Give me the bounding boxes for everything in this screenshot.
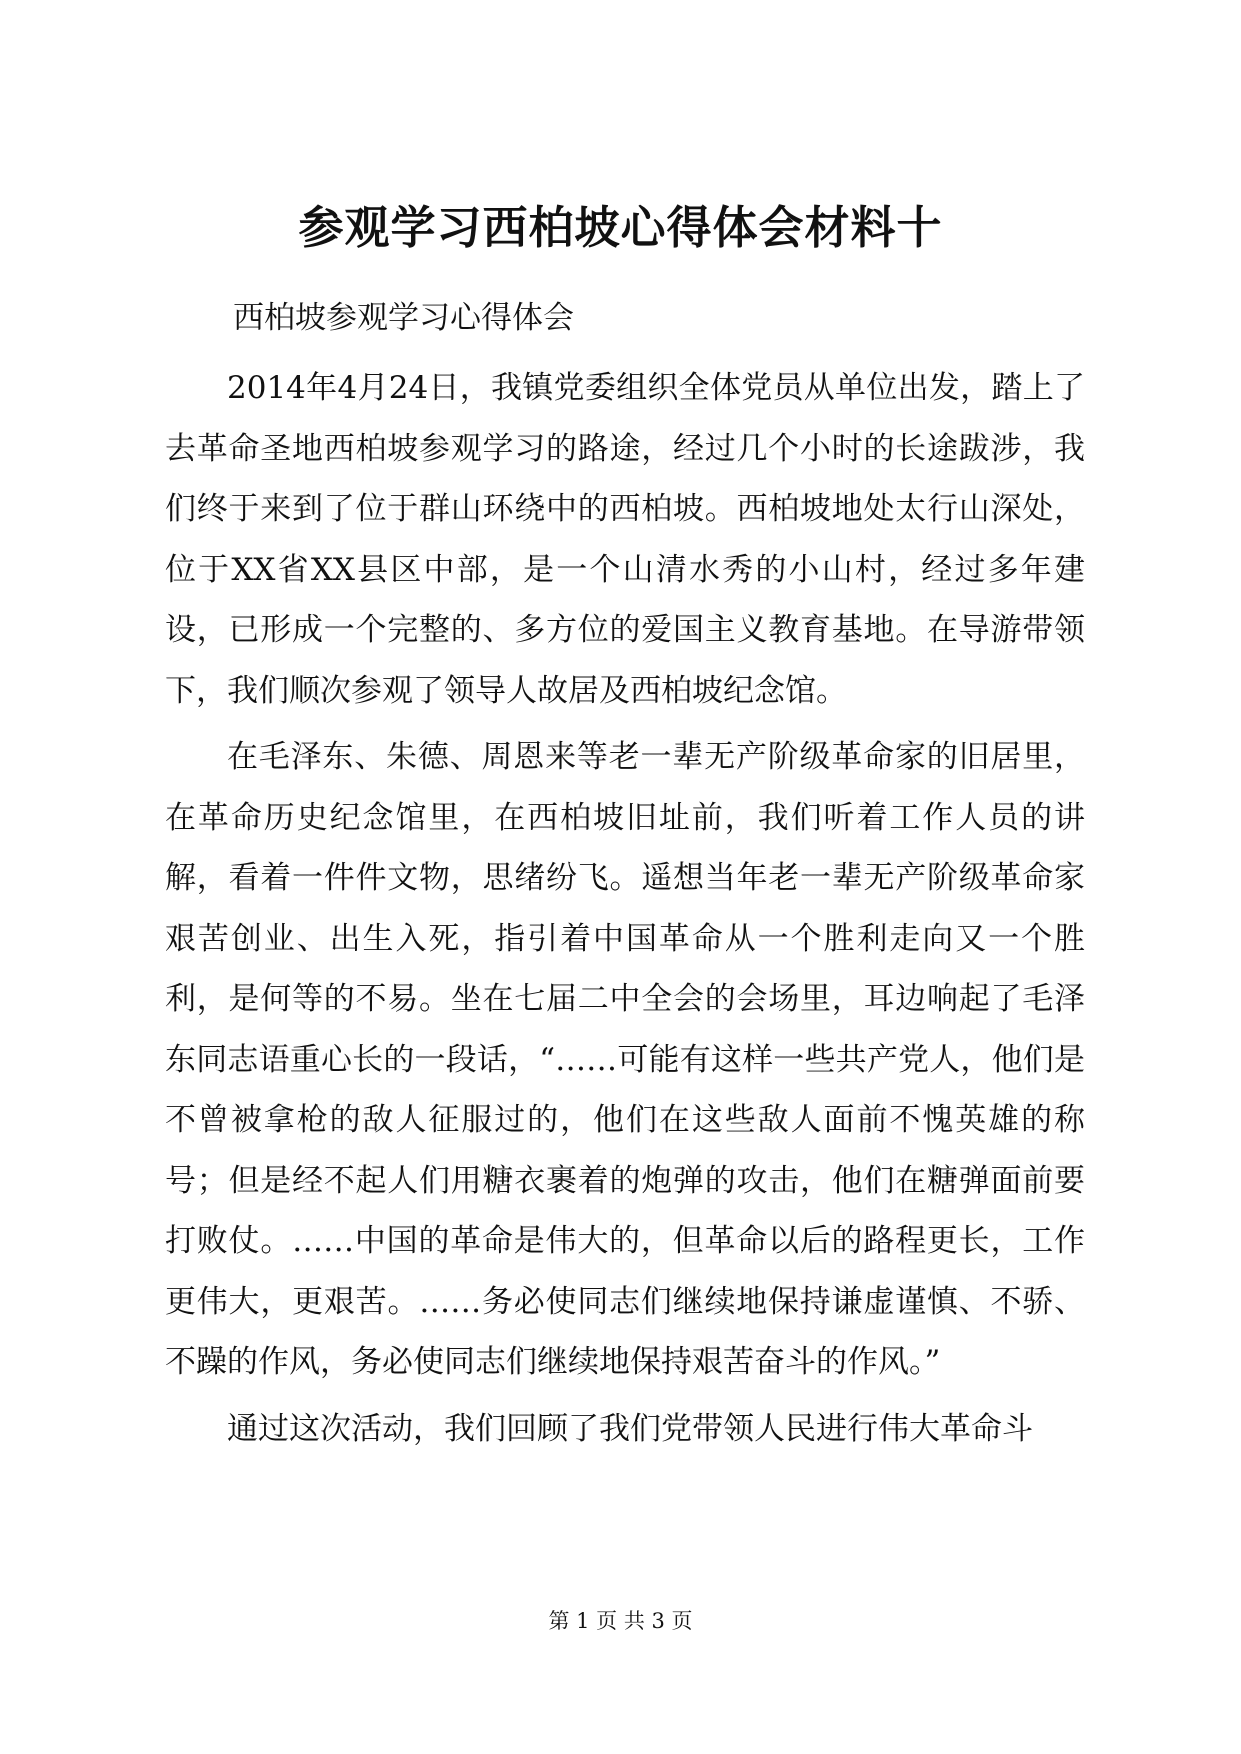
paragraph-former-residences: 在毛泽东、朱德、周恩来等老一辈无产阶级革命家的旧居里，在革命历史纪念馆里，在西柏坡旧址前，我们听着工作人员的讲解，看着一件件文物，思绪纷飞。遥想当年老一辈无产阶级革命家艰苦创业、出生入死，指引着中国革命从一个胜利走向又一个胜利，是何等的不易。坐在七届二中全会的会场里，耳边响起了毛泽东同志语重心长的一段话，“……可能有这样一些共产党人，他们是不曾被拿枪的敌人征服过的，他们在这些敌人面前不愧英雄的称号；但是经不起人们用糖衣裹着的炮弹的攻击，他们在糖弹面前要打败仗。……中国的革命是伟大的，但革命以后的路程更长，工作更伟大，更艰苦。……务必使同志们继续地保持谦虚谨慎、不骄、不躁的作风，务必使同志们继续地保持艰苦奋斗的作风。” [165, 739, 1085, 1380]
document-subtitle: 西柏坡参观学习心得体会 [233, 300, 574, 336]
document-title: 参观学习西柏坡心得体会材料十 [298, 201, 943, 254]
paragraph-visit-intro: 2014年4月24日，我镇党委组织全体党员从单位出发，踏上了去革命圣地西柏坡参观学习的路途，经过几个小时的长途跋涉，我们终于来到了位于群山环绕中的西柏坡。西柏坡地处太行山深处，位于XX省XX县区中部，是一个山清水秀的小山村，经过多年建设，已形成一个完整的、多方位的爱国主义教育基地。在导游带领下，我们顺次参观了领导人故居及西柏坡纪念馆。 [165, 370, 1085, 709]
paragraph-reflection: 通过这次活动，我们回顾了我们党带领人民进行伟大革命斗 [227, 1410, 1033, 1447]
document-body [165, 358, 1085, 1465]
page-number-footer: 第 1 页 共 3 页 [548, 1609, 693, 1633]
